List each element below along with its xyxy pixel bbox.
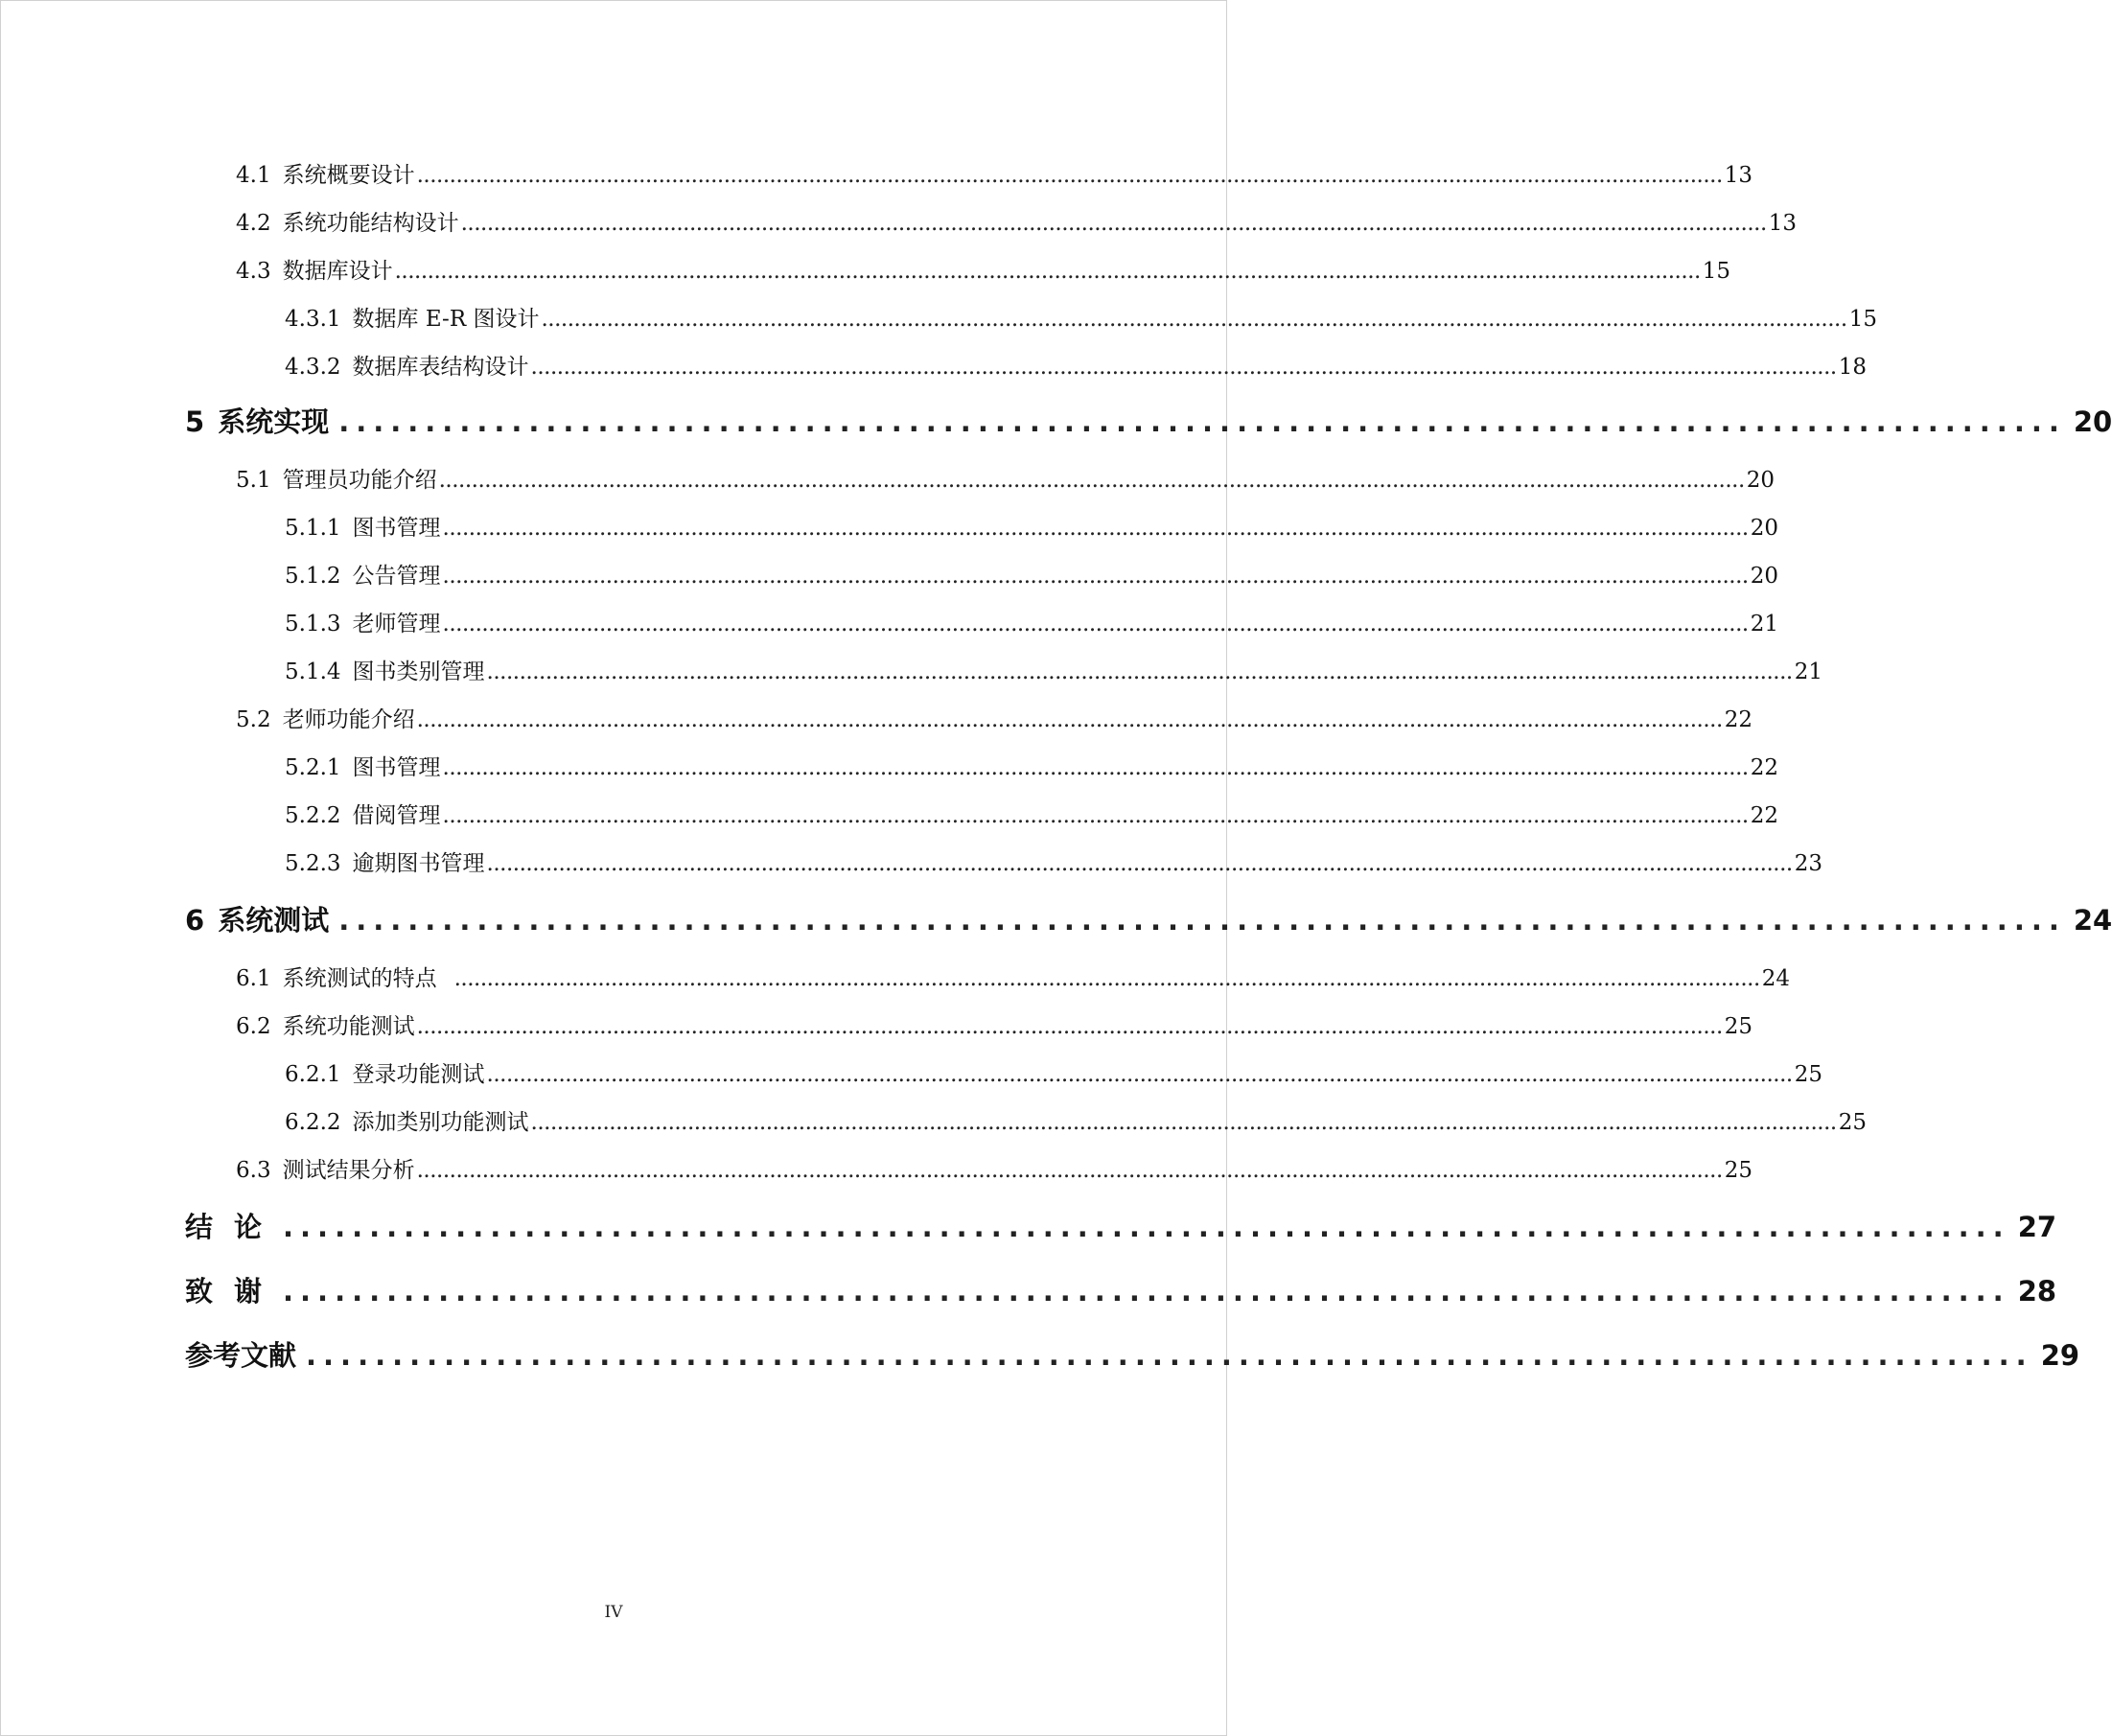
toc-entry-title: 添加类别功能测试 (352, 1110, 529, 1135)
toc-chapter[interactable] (185, 1206, 2057, 1246)
dot-leader: ........................................................................................................................................................................................................ (460, 211, 1767, 236)
toc-entry-page: 25 (1724, 1014, 1753, 1039)
toc-entry-title: 公告管理 (352, 564, 441, 589)
dot-leader: ........................................................................................................................................................................................................ (486, 1062, 1793, 1087)
toc-chapter-title: 系统测试 (218, 904, 330, 937)
toc-entry[interactable] (285, 654, 1823, 686)
toc-entry-title: 老师功能介绍 (282, 707, 415, 732)
toc-entry-title: 管理员功能介绍 (282, 468, 437, 493)
toc-entry-number: 4.2 (236, 211, 271, 236)
toc-entry[interactable] (285, 1056, 1823, 1089)
toc-entry-number: 4.3.2 (285, 355, 341, 380)
toc-entry[interactable] (236, 1152, 1753, 1185)
dot-leader: ........................................................................................................................................................................................................ (394, 259, 1701, 284)
toc-entry-page: 23 (1794, 851, 1823, 876)
toc-entry[interactable] (236, 961, 1791, 993)
toc-entry-page: 18 (1838, 355, 1868, 380)
toc-chapter-title: 结论 (185, 1211, 284, 1243)
dot-leader: ........................................................................................................................................................................................................ (486, 660, 1793, 684)
toc-entry[interactable] (285, 845, 1823, 878)
toc-entry-number: 6.2 (236, 1014, 271, 1039)
toc-entry-number: 4.3 (236, 259, 271, 284)
dot-leader: ........................................................................................................................................................................................................ (530, 355, 1837, 380)
toc-entry-number: 5.2.1 (285, 755, 341, 780)
toc-chapter-title: 致谢 (185, 1275, 284, 1308)
toc-entry-number: 5.1.3 (285, 612, 341, 637)
toc-entry-title: 逾期图书管理 (352, 851, 485, 876)
toc-entry[interactable] (285, 349, 1868, 382)
toc-chapter-page: 27 (2017, 1211, 2057, 1243)
toc-entry-page: 22 (1750, 755, 1779, 780)
toc-entry[interactable] (236, 253, 1731, 286)
toc-entry-number: 4.3.1 (285, 307, 341, 332)
toc-entry[interactable] (285, 750, 1779, 782)
toc-entry-title: 图书管理 (352, 755, 441, 780)
toc-entry-number: 6.2.2 (285, 1110, 341, 1135)
toc-chapter-title: 参考文献 (185, 1339, 297, 1372)
toc-entry-number: 5.2 (236, 707, 271, 732)
toc-entry-page: 25 (1794, 1062, 1823, 1087)
toc-entry-page: 25 (1724, 1158, 1753, 1183)
dot-leader: .................................................................................................... (338, 405, 2066, 438)
toc-entry-number: 5.1.4 (285, 660, 341, 684)
dot-leader: ........................................................................................................................................................................................................ (486, 851, 1793, 876)
toc-entry[interactable] (285, 301, 1877, 334)
dot-leader: ........................................................................................................................................................................................................ (416, 1158, 1723, 1183)
toc-entry-page: 24 (1761, 966, 1791, 991)
dot-leader: ........................................................................................................................................................................................................ (442, 803, 1749, 828)
toc-entry-page: 15 (1702, 259, 1731, 284)
toc-entry-page: 13 (1768, 211, 1798, 236)
dot-leader: ........................................................................................................................................................................................................ (416, 1014, 1723, 1039)
dot-leader: .................................................................................................... (283, 1275, 2010, 1308)
toc-entry-number: 5.1 (236, 468, 271, 493)
dot-leader: ........................................................................................................................................................................................................ (530, 1110, 1837, 1135)
toc-entry-page: 20 (1750, 516, 1779, 541)
toc-chapter[interactable] (185, 1270, 2057, 1310)
toc-entry-number: 5.2.3 (285, 851, 341, 876)
toc-entry[interactable] (236, 1008, 1753, 1041)
dot-leader: .................................................................................................... (306, 1339, 2033, 1372)
toc-chapter-page: 20 (2073, 405, 2112, 438)
dot-leader: ........................................................................................................................................................................................................ (442, 564, 1749, 589)
toc-entry[interactable] (236, 157, 1753, 190)
toc-entry-page: 21 (1750, 612, 1779, 637)
toc-chapter[interactable] (185, 899, 2112, 939)
toc-entry-number: 5.2.2 (285, 803, 341, 828)
toc-entry[interactable] (285, 510, 1779, 543)
dot-leader: ........................................................................................................................................................................................................ (442, 612, 1749, 637)
toc-entry-page: 20 (1750, 564, 1779, 589)
toc-chapter-number: 5 (185, 405, 205, 438)
dot-leader: ........................................................................................................................................................................................................ (416, 707, 1723, 732)
toc-entry[interactable] (285, 558, 1779, 590)
toc-entry-title: 借阅管理 (352, 803, 441, 828)
toc-chapter[interactable] (185, 1334, 2080, 1375)
dot-leader: .................................................................................................... (283, 1211, 2010, 1243)
dot-leader: ........................................................................................................................................................................................................ (416, 163, 1723, 188)
toc-entry-title: 系统功能测试 (282, 1014, 415, 1039)
toc-chapter-page: 28 (2017, 1275, 2057, 1308)
toc-entry[interactable] (236, 205, 1798, 238)
toc-chapter-title: 系统实现 (218, 405, 330, 438)
toc-entry-title: 系统概要设计 (282, 163, 415, 188)
toc-entry-number: 4.1 (236, 163, 271, 188)
toc-entry-title: 系统测试的特点 (282, 966, 437, 991)
toc-entry-title: 数据库表结构设计 (352, 355, 529, 380)
toc-entry-page: 21 (1794, 660, 1823, 684)
toc-chapter[interactable] (185, 401, 2112, 441)
toc-chapter-page: 24 (2073, 904, 2112, 937)
toc-entry-page: 25 (1838, 1110, 1868, 1135)
toc-entry-page: 22 (1724, 707, 1753, 732)
toc-entry-title: 系统功能结构设计 (282, 211, 459, 236)
toc-entry-number: 6.2.1 (285, 1062, 341, 1087)
toc-entry-number: 6.3 (236, 1158, 271, 1183)
toc-entry[interactable] (236, 702, 1753, 734)
page-number: IV (604, 1603, 623, 1622)
toc-entry-page: 15 (1848, 307, 1877, 332)
toc-chapter-number: 6 (185, 904, 205, 937)
dot-leader: ........................................................................................................................................................................................................ (438, 468, 1745, 493)
toc-entry-title: 数据库设计 (282, 259, 393, 284)
toc-entry[interactable] (285, 606, 1779, 638)
dot-leader: ........................................................................................................................................................................................................ (442, 755, 1749, 780)
toc-entry[interactable] (236, 462, 1775, 495)
toc-entry-number: 5.1.2 (285, 564, 341, 589)
dot-leader: ........................................................................................................................................................................................................ (541, 307, 1847, 332)
toc-entry-title: 图书管理 (352, 516, 441, 541)
toc-entry[interactable] (285, 798, 1779, 830)
toc-entry-page: 20 (1746, 468, 1775, 493)
toc-entry-page: 22 (1750, 803, 1779, 828)
dot-leader: ........................................................................................................................................................................................................ (453, 966, 1760, 991)
toc-entry-page: 13 (1724, 163, 1753, 188)
toc-entry-title: 测试结果分析 (282, 1158, 415, 1183)
toc-chapter-page: 29 (2040, 1339, 2080, 1372)
toc-entry-title: 登录功能测试 (352, 1062, 485, 1087)
toc-entry-number: 6.1 (236, 966, 271, 991)
dot-leader: ........................................................................................................................................................................................................ (442, 516, 1749, 541)
toc-entry[interactable] (285, 1104, 1868, 1137)
toc-entry-number: 5.1.1 (285, 516, 341, 541)
toc-entry-title: 老师管理 (352, 612, 441, 637)
toc-entry-title: 图书类别管理 (352, 660, 485, 684)
dot-leader: .................................................................................................... (338, 904, 2066, 937)
toc-entry-title: 数据库 E-R 图设计 (352, 307, 540, 332)
